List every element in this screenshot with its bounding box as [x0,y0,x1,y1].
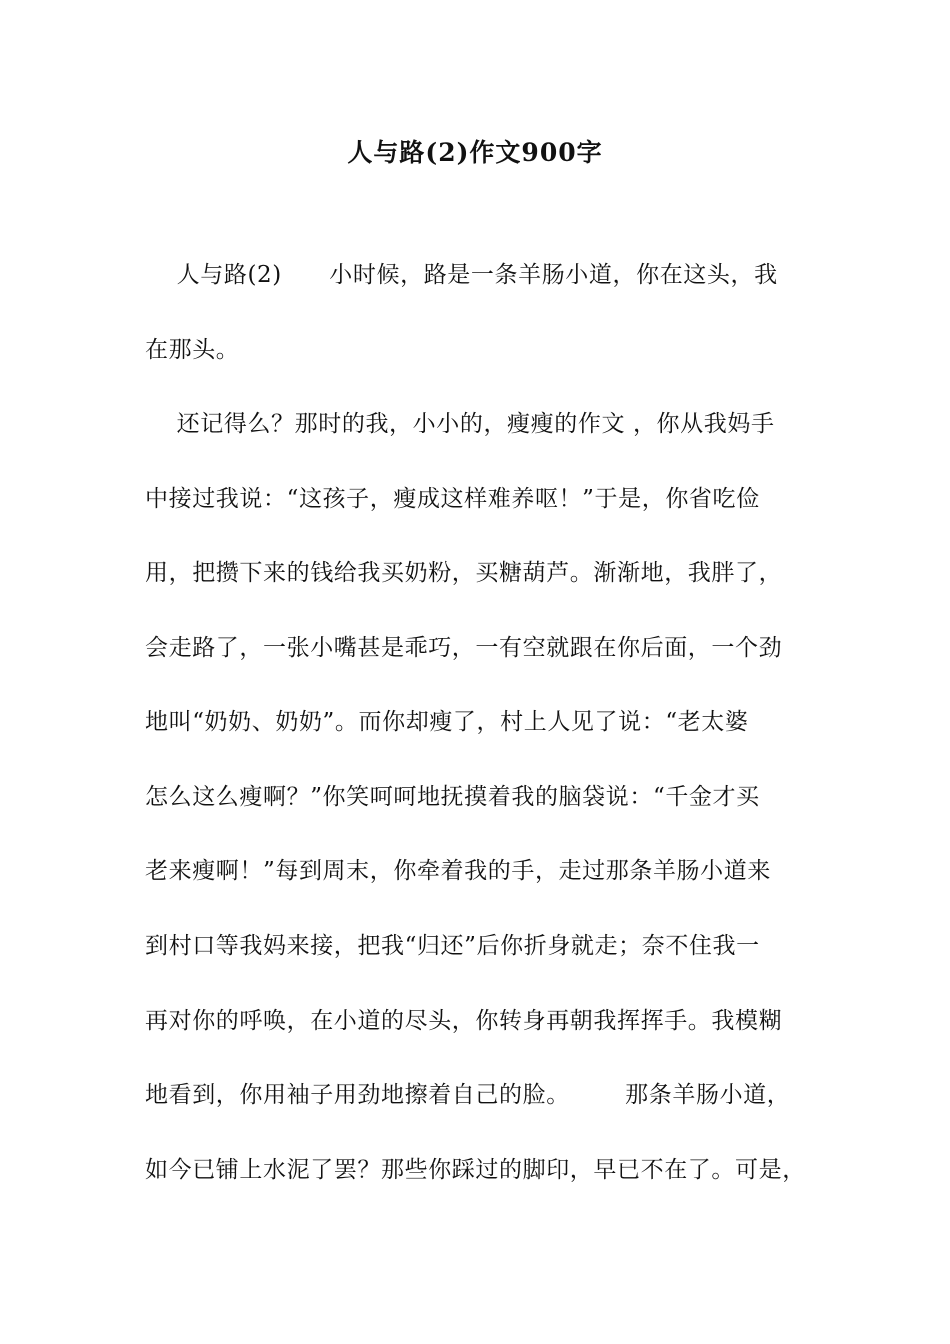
text-line: 再对你的呼唤，在小道的尽头，你转身再朝我挥挥手。我模糊 [145,1008,783,1034]
text-line: 中接过我说：“这孩子，瘦成这样难养呕！”于是，你省吃俭 [145,486,760,512]
document-title: 人与路(2)作文900字 [347,138,603,167]
text-line: 地叫“奶奶、奶奶”。而你却瘦了，村上人见了说：“老太婆 [145,709,749,735]
text-line: 怎么这么瘦啊？”你笑呵呵地抚摸着我的脑袋说：“千金才买 [145,784,760,810]
text-line: 到村口等我妈来接，把我“归还”后你折身就走；奈不住我一 [145,933,760,959]
text-line: 人与路(2) 小时候，路是一条羊肠小道，你在这头，我 [145,262,778,288]
text-line: 用，把攒下来的钱给我买奶粉，买糖葫芦。渐渐地，我胖了， [145,560,783,586]
text-line: 地看到，你用袖子用劲地擦着自己的脸。 那条羊肠小道， [145,1082,791,1108]
text-line: 在那头。 [145,337,240,363]
text-line: 会走路了，一张小嘴甚是乖巧，一有空就跟在你后面，一个劲 [145,635,783,661]
text-line: 还记得么？那时的我，小小的，瘦瘦的作文 ，你从我妈手 [145,411,775,437]
text-line: 如今已铺上水泥了罢？那些你踩过的脚印，早已不在了。可是， [145,1157,806,1183]
text-line: 老来瘦啊！”每到周末，你牵着我的手，走过那条羊肠小道来 [145,858,771,884]
